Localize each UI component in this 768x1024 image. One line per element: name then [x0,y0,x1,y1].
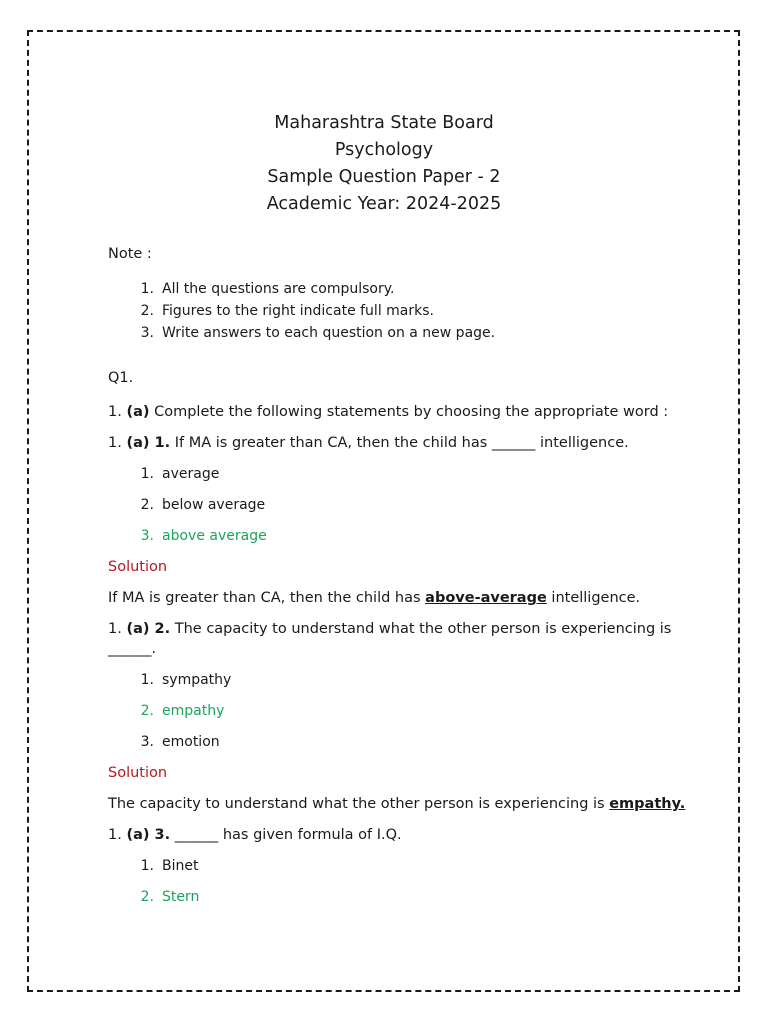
option: 2. below average [140,497,266,513]
question-heading: Q1. [108,370,134,386]
correct-option: 2. Stern [140,889,200,905]
question-item-2: 1. (a) 2. The capacity to understand what the other person is experiencing is ______. [108,621,672,657]
subject-name: Psychology [334,140,434,160]
note-item: 2. Figures to the right indicate full marks. [140,303,434,319]
correct-option: 3. above average [140,528,267,544]
correct-option: 2. empathy [140,703,225,719]
paper-title [108,110,660,218]
solution-label: Solution [108,559,168,575]
board-name: Maharashtra State Board [274,113,494,133]
document-body [108,110,708,918]
paper-name: Sample Question Paper - 2 [267,167,501,187]
question-item-3: 1. (a) 3. ______ has given formula of I.Q. [108,827,402,843]
academic-year: Academic Year: 2024-2025 [266,194,502,214]
note-list [108,278,708,344]
option: 1. Binet [140,858,199,874]
note-label: Note : [108,246,152,262]
option: 1. sympathy [140,672,232,688]
solution-text: If MA is greater than CA, then the child has above-average intelligence. [108,590,641,606]
solution-text: The capacity to understand what the other person is experiencing is empathy. [108,796,686,812]
solution-label: Solution [108,765,168,781]
note-item: 3. Write answers to each question on a new page. [140,325,496,341]
note-item: 1. All the questions are compulsory. [140,281,395,297]
question-item-1: 1. (a) 1. If MA is greater than CA, then the child has ______ intelligence. [108,435,629,451]
option: 1. average [140,466,220,482]
question-intro: 1. (a) Complete the following statements by choosing the appropriate word : [108,404,669,420]
option: 3. emotion [140,734,220,750]
